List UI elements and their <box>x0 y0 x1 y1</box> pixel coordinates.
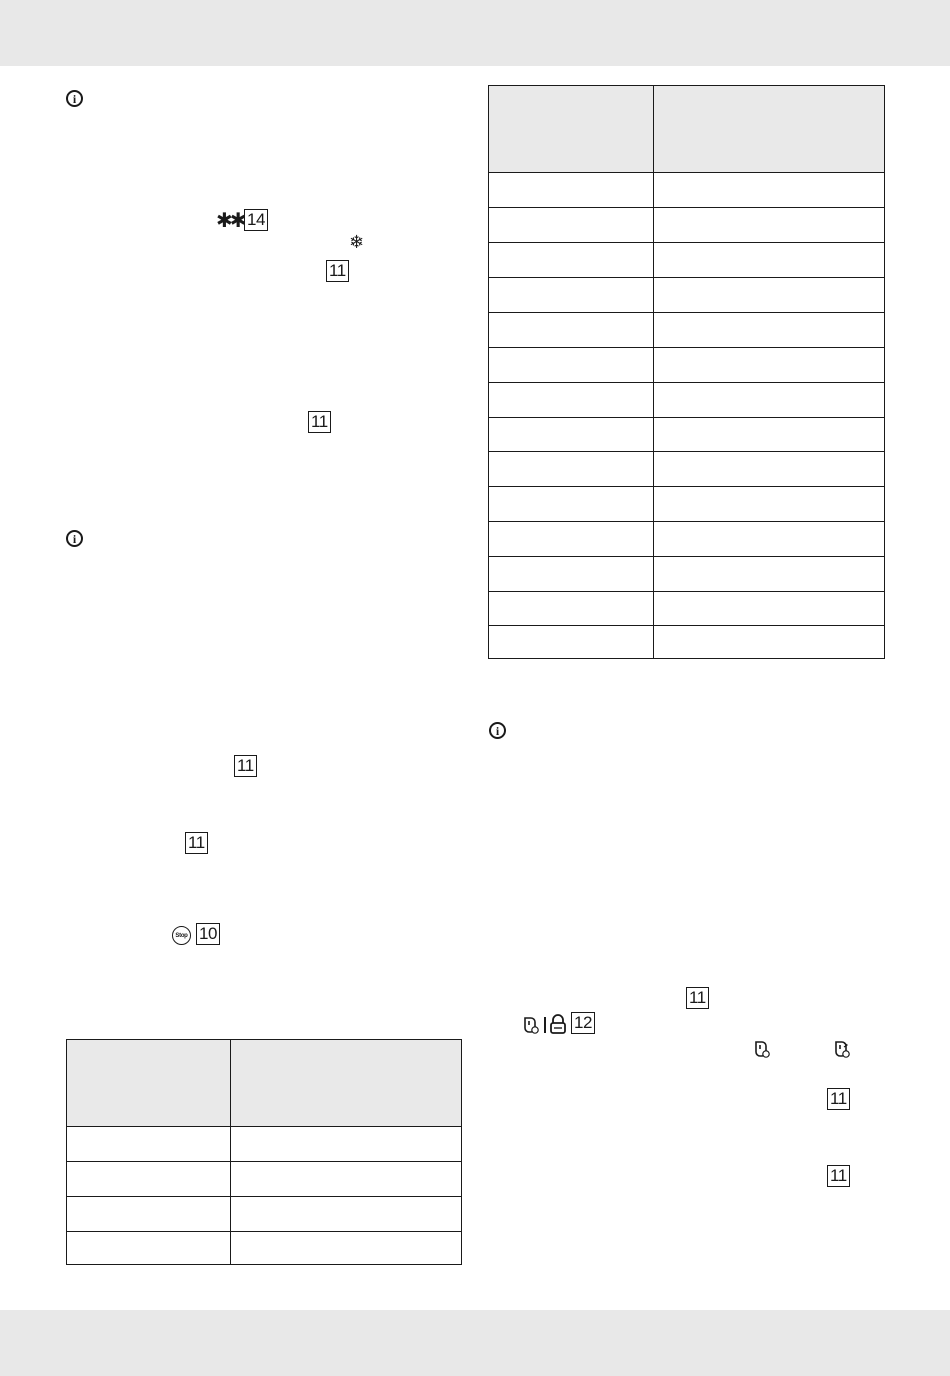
ref-number-11 <box>234 755 257 777</box>
ref-number-11 <box>308 411 331 433</box>
table-row <box>489 242 884 277</box>
table-row <box>489 277 884 312</box>
table-row <box>489 172 884 207</box>
table-row <box>489 347 884 382</box>
table-row <box>489 417 884 451</box>
table-row <box>67 1161 461 1196</box>
stop-sign-icon <box>172 926 191 945</box>
table-row <box>489 625 884 659</box>
padlock-icon <box>549 1014 567 1034</box>
ref-number-12 <box>571 1012 595 1034</box>
ref-number-11 <box>686 987 709 1009</box>
info-glyph: i <box>72 91 77 106</box>
table-row <box>67 1231 461 1265</box>
info-glyph: i <box>72 531 77 546</box>
table-row <box>67 1126 461 1161</box>
table-row <box>489 521 884 556</box>
ref-number-11 <box>185 832 208 854</box>
table-column-divider <box>230 1040 231 1264</box>
timer-end-icon <box>831 1039 851 1059</box>
table-row <box>489 486 884 521</box>
table-row <box>489 207 884 242</box>
right-table <box>488 85 885 659</box>
info-glyph: i <box>495 723 500 738</box>
ref-number-11-text: 11 <box>237 756 254 775</box>
ref-number-12-text: 12 <box>574 1013 592 1032</box>
table-header-row <box>489 86 884 172</box>
ref-number-11-text: 11 <box>830 1166 847 1185</box>
ref-number-10 <box>196 923 220 945</box>
info-icon <box>66 530 83 547</box>
info-icon <box>489 722 506 739</box>
ref-number-11 <box>326 260 349 282</box>
table-row <box>489 556 884 591</box>
snowflake-drip-icon: ❄ <box>349 232 365 253</box>
table-header-row <box>67 1040 461 1126</box>
table-row <box>489 451 884 486</box>
footer-band <box>0 1310 950 1376</box>
ref-number-11-text: 11 <box>689 988 706 1007</box>
table-row <box>489 382 884 417</box>
ref-number-11-text: 11 <box>329 261 346 280</box>
left-table <box>66 1039 462 1265</box>
table-row <box>67 1196 461 1231</box>
ref-number-11-text: 11 <box>311 412 328 431</box>
timer-start-icon <box>520 1015 540 1035</box>
table-column-divider <box>653 86 654 658</box>
ref-number-11 <box>827 1165 850 1187</box>
table-row <box>489 312 884 347</box>
ref-number-11 <box>827 1088 850 1110</box>
separator <box>544 1017 546 1033</box>
ref-number-14-text: 14 <box>247 210 265 229</box>
timer-start-icon <box>751 1039 771 1059</box>
ref-number-11-text: 11 <box>830 1089 847 1108</box>
header-band <box>0 0 950 66</box>
double-star-frost-icon: ✱✱ <box>216 208 244 232</box>
info-icon <box>66 90 83 107</box>
ref-number-14 <box>244 209 268 231</box>
table-row <box>489 591 884 625</box>
ref-number-10-text: 10 <box>199 924 217 943</box>
stop-sign-text: Stop <box>175 932 188 939</box>
ref-number-11-text: 11 <box>188 833 205 852</box>
